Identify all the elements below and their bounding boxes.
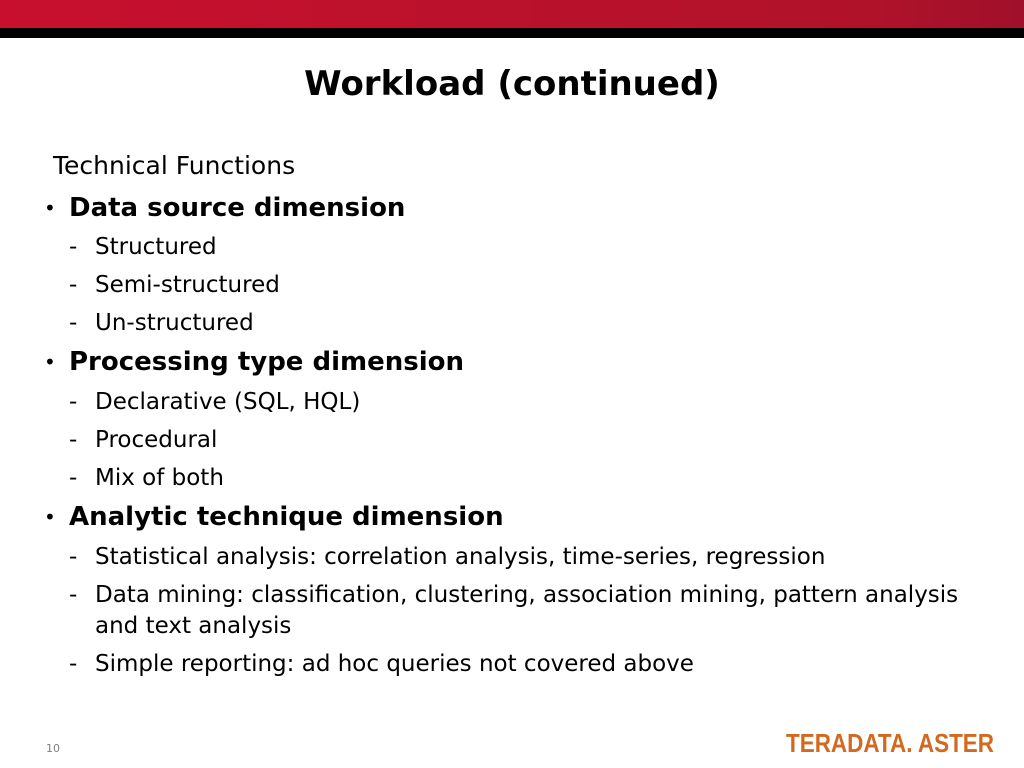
dash-icon: -: [69, 582, 78, 608]
dash-icon: -: [69, 389, 78, 415]
list-item-text: Structured: [95, 234, 217, 260]
bullet-label: Data source dimension: [69, 193, 406, 223]
logo-wordmark: TERADATA. ASTER: [786, 728, 995, 758]
dash-icon: -: [69, 427, 78, 453]
dash-icon: -: [69, 272, 78, 298]
dash-icon: -: [69, 310, 78, 336]
bullet-dot-icon: •: [44, 196, 56, 220]
list-item-text: Simple reporting: ad hoc queries not covered above: [95, 651, 694, 677]
list-item-text: Procedural: [95, 427, 218, 453]
dash-icon: -: [69, 651, 78, 677]
list-item-text: Semi-structured: [95, 272, 280, 298]
list-item-text: Un-structured: [95, 310, 254, 336]
dash-icon: -: [69, 544, 78, 570]
list-item-text: Declarative (SQL, HQL): [95, 389, 361, 415]
page-number: 10: [46, 742, 60, 755]
bullet-dot-icon: •: [44, 350, 56, 374]
bullet-label: Analytic technique dimension: [69, 502, 504, 532]
list-item-text: Statistical analysis: correlation analysis, time-series, regression: [95, 544, 826, 570]
list-item-text: Mix of both: [95, 465, 224, 491]
slide-title: Workload (continued): [304, 64, 720, 104]
teradata-aster-logo: [786, 724, 996, 760]
dash-icon: -: [69, 234, 78, 260]
dash-icon: -: [69, 465, 78, 491]
bullet-label: Processing type dimension: [69, 347, 465, 377]
bullet-dot-icon: •: [44, 505, 56, 529]
list-item-text: Data mining: classification, clustering, association mining, pattern analysis and text analysis: [95, 582, 959, 639]
section-heading: Technical Functions: [53, 151, 296, 180]
